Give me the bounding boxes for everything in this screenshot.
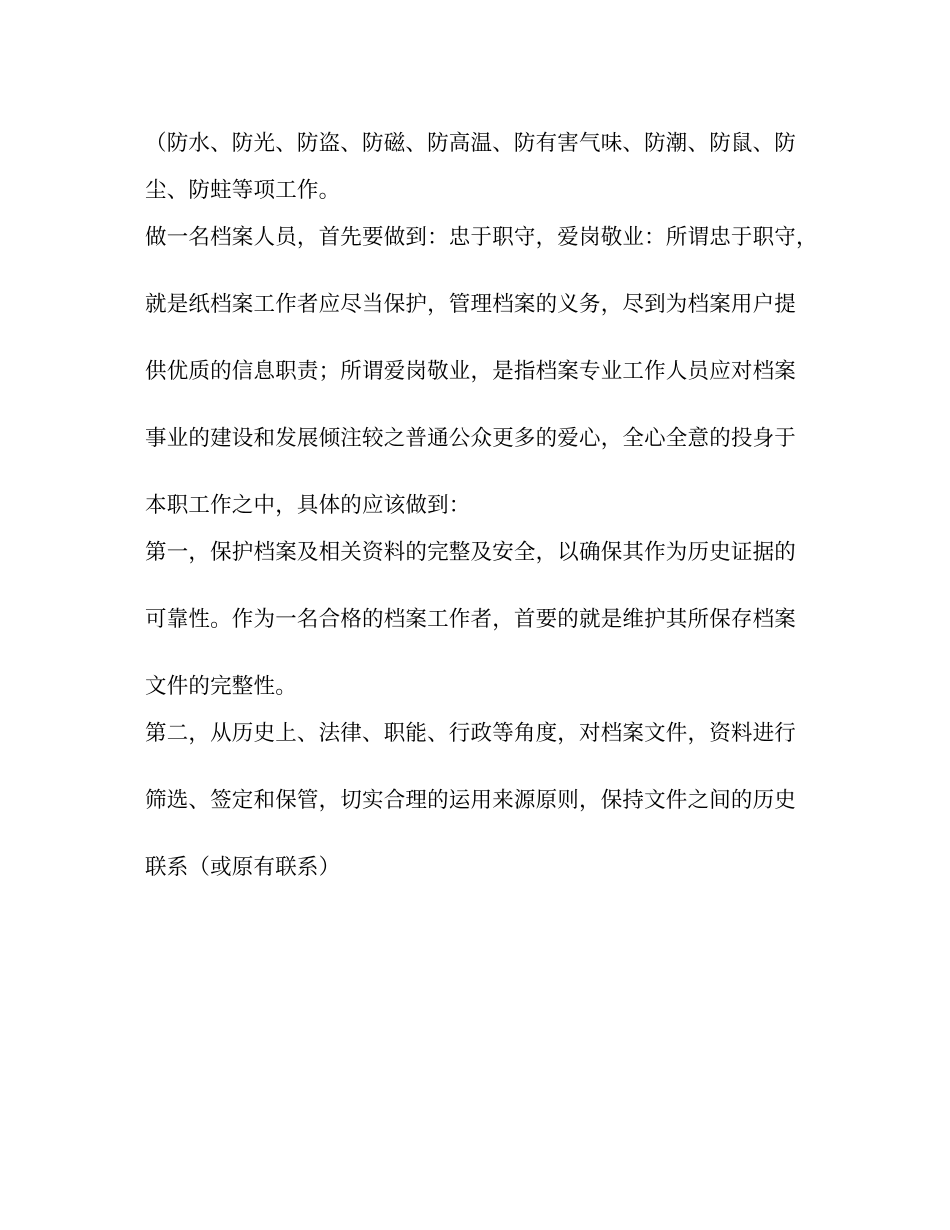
text-line: 做一名档案人员，首先要做到：忠于职守，爱岗敬业：所谓忠于职守，	[145, 225, 818, 250]
text-line: 尘、防蛀等项工作。	[145, 178, 341, 203]
text-line: 联系（或原有联系）	[145, 855, 341, 880]
text-line: 就是纸档案工作者应尽当保护，管理档案的义务，尽到为档案用户提	[145, 292, 797, 317]
text-line: 第二，从历史上、法律、职能、行政等角度，对档案文件，资料进行	[145, 721, 797, 746]
text-line: 可靠性。作为一名合格的档案工作者，首要的就是维护其所保存档案	[145, 607, 797, 632]
text-line: 文件的完整性。	[145, 674, 297, 699]
text-line: 供优质的信息职责；所谓爱岗敬业，是指档案专业工作人员应对档案	[145, 359, 797, 384]
text-line: （防水、防光、防盗、防磁、防高温、防有害气味、防潮、防鼠、防	[145, 131, 797, 156]
text-line: 筛选、签定和保管，切实合理的运用来源原则，保持文件之间的历史	[145, 788, 797, 813]
text-line: 事业的建设和发展倾注较之普通公众更多的爱心，全心全意的投身于	[145, 426, 797, 451]
text-line: 本职工作之中，具体的应该做到：	[145, 493, 471, 518]
document-body	[145, 124, 825, 915]
text-line: 第一，保护档案及相关资料的完整及安全，以确保其作为历史证据的	[145, 540, 797, 565]
